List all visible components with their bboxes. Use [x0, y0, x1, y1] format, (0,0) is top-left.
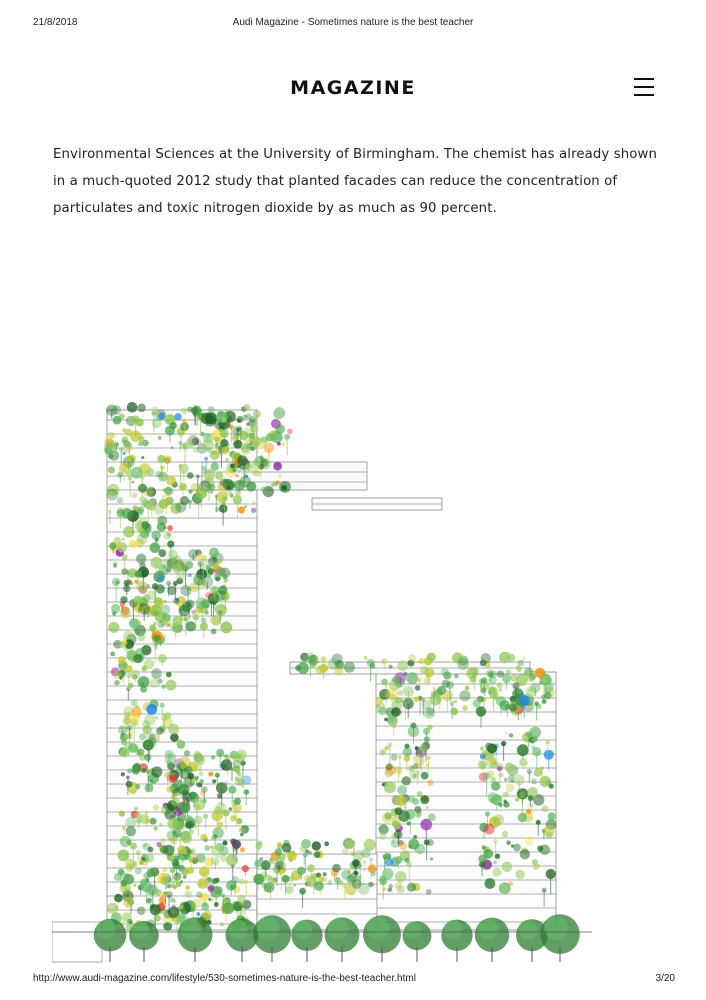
green-facade-illustration: [52, 372, 592, 968]
magazine-logo[interactable]: MAGAZINE: [290, 77, 416, 99]
print-header: [0, 0, 706, 34]
print-url[interactable]: http://www.audi-magazine.com/lifestyle/530-sometimes-nature-is-the-best-teacher.html: [33, 973, 416, 984]
hamburger-menu-icon[interactable]: [634, 78, 654, 96]
print-page-number: 3/20: [655, 973, 675, 984]
print-title: Audi Magazine - Sometimes nature is the best teacher: [232, 17, 474, 28]
print-footer: [0, 968, 706, 1000]
site-header: [0, 70, 706, 110]
print-date: 21/8/2018: [33, 17, 78, 28]
article-paragraph: Environmental Sciences at the University of Birmingham. The chemist has already shown in a much-quoted 2012 study that planted facades can reduce the concentration of particulates and toxic nitrogen dioxide by as much as 90 percent.: [53, 147, 657, 216]
